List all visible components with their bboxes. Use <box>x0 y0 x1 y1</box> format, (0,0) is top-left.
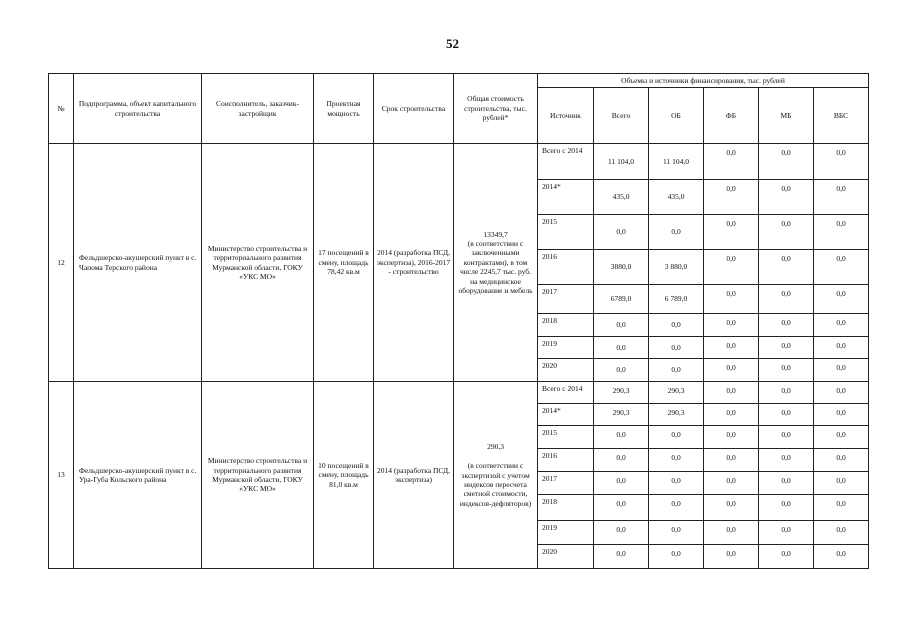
object-name: Фельдшерско-акушерский пункт в с. Ура-Губа Кольского района <box>74 382 202 569</box>
vbs-cell: 0,0 <box>814 521 869 545</box>
mb-cell: 0,0 <box>759 449 814 472</box>
object-num: 13 <box>49 382 74 569</box>
vbs-cell: 0,0 <box>814 545 869 569</box>
total-cell: 0,0 <box>594 545 649 569</box>
mb-cell: 0,0 <box>759 521 814 545</box>
mb-cell: 0,0 <box>759 215 814 250</box>
fb-cell: 0,0 <box>704 359 759 382</box>
object-term: 2014 (разработка ПСД, экспертиза), 2016-2017 - строительство <box>374 144 454 382</box>
ob-cell: 0,0 <box>649 449 704 472</box>
ob-cell: 0,0 <box>649 472 704 495</box>
fb-cell: 0,0 <box>704 382 759 404</box>
vbs-cell: 0,0 <box>814 359 869 382</box>
table-body <box>49 144 869 569</box>
mb-cell: 0,0 <box>759 404 814 426</box>
fb-cell: 0,0 <box>704 180 759 215</box>
ob-cell: 6 789,0 <box>649 285 704 314</box>
ob-cell: 0,0 <box>649 314 704 337</box>
total-cell: 0,0 <box>594 215 649 250</box>
source-cell: 2015 <box>538 215 594 250</box>
fb-cell: 0,0 <box>704 337 759 359</box>
source-cell: 2018 <box>538 314 594 337</box>
vbs-cell: 0,0 <box>814 495 869 521</box>
source-cell: 2020 <box>538 359 594 382</box>
source-cell: 2014* <box>538 180 594 215</box>
source-cell: 2015 <box>538 426 594 449</box>
ob-cell: 0,0 <box>649 495 704 521</box>
total-cell: 6789,0 <box>594 285 649 314</box>
header-vbs: ВБС <box>814 88 869 144</box>
mb-cell: 0,0 <box>759 250 814 285</box>
page-number: 52 <box>446 36 459 51</box>
source-cell: 2016 <box>538 250 594 285</box>
vbs-cell: 0,0 <box>814 144 869 180</box>
source-cell: 2016 <box>538 449 594 472</box>
vbs-cell: 0,0 <box>814 180 869 215</box>
mb-cell: 0,0 <box>759 144 814 180</box>
header-subprogram: Подпрограмма, объект капитального строительства <box>74 74 202 144</box>
object-cost <box>454 382 538 569</box>
header-total: Всего <box>594 88 649 144</box>
fb-cell: 0,0 <box>704 314 759 337</box>
header-num: № <box>49 74 74 144</box>
cost-value: 13349,7 <box>483 229 508 239</box>
source-cell: 2019 <box>538 337 594 359</box>
header-term: Срок строительства <box>374 74 454 144</box>
fb-cell: 0,0 <box>704 250 759 285</box>
mb-cell: 0,0 <box>759 545 814 569</box>
header-total-cost: Общая стоимость строительства, тыс. рублей* <box>454 74 538 144</box>
fb-cell: 0,0 <box>704 215 759 250</box>
vbs-cell: 0,0 <box>814 382 869 404</box>
total-cell: 290,3 <box>594 382 649 404</box>
vbs-cell: 0,0 <box>814 472 869 495</box>
financing-table <box>48 73 869 569</box>
fb-cell: 0,0 <box>704 521 759 545</box>
header-fb: ФБ <box>704 88 759 144</box>
ob-cell: 0,0 <box>649 359 704 382</box>
total-cell: 0,0 <box>594 521 649 545</box>
vbs-cell: 0,0 <box>814 314 869 337</box>
mb-cell: 0,0 <box>759 495 814 521</box>
vbs-cell: 0,0 <box>814 337 869 359</box>
header-ob: ОБ <box>649 88 704 144</box>
header-source: Источник <box>538 88 594 144</box>
fb-cell: 0,0 <box>704 545 759 569</box>
object-executor: Министерство строительства и территориального развития Мурманской области, ГОКУ «УКС МО» <box>202 144 314 382</box>
fb-cell: 0,0 <box>704 426 759 449</box>
object-capacity: 10 посещений в смену, площадь 81,0 кв.м <box>314 382 374 569</box>
source-cell: 2018 <box>538 495 594 521</box>
table-row <box>49 382 869 404</box>
total-cell: 0,0 <box>594 449 649 472</box>
total-cell: 0,0 <box>594 426 649 449</box>
source-cell: 2014* <box>538 404 594 426</box>
total-cell: 0,0 <box>594 314 649 337</box>
vbs-cell: 0,0 <box>814 426 869 449</box>
mb-cell: 0,0 <box>759 337 814 359</box>
source-cell: Всего с 2014 <box>538 382 594 404</box>
vbs-cell: 0,0 <box>814 250 869 285</box>
total-cell: 435,0 <box>594 180 649 215</box>
header-capacity: Проектная мощность <box>314 74 374 144</box>
total-cell: 0,0 <box>594 495 649 521</box>
vbs-cell: 0,0 <box>814 449 869 472</box>
object-num: 12 <box>49 144 74 382</box>
ob-cell: 435,0 <box>649 180 704 215</box>
ob-cell: 11 104,0 <box>649 144 704 180</box>
ob-cell: 0,0 <box>649 426 704 449</box>
mb-cell: 0,0 <box>759 382 814 404</box>
source-cell: 2019 <box>538 521 594 545</box>
header-mb: МБ <box>759 88 814 144</box>
object-executor: Министерство строительства и территориального развития Мурманской области, ГОКУ «УКС МО» <box>202 382 314 569</box>
vbs-cell: 0,0 <box>814 404 869 426</box>
ob-cell: 290,3 <box>649 404 704 426</box>
total-cell: 11 104,0 <box>594 144 649 180</box>
ob-cell: 0,0 <box>649 215 704 250</box>
ob-cell: 290,3 <box>649 382 704 404</box>
object-term: 2014 (разработка ПСД, экспертиза) <box>374 382 454 569</box>
mb-cell: 0,0 <box>759 472 814 495</box>
vbs-cell: 0,0 <box>814 285 869 314</box>
fb-cell: 0,0 <box>704 404 759 426</box>
object-name: Фельдшерско-акушерский пункт в с. Чапома Терского района <box>74 144 202 382</box>
ob-cell: 0,0 <box>649 521 704 545</box>
fb-cell: 0,0 <box>704 495 759 521</box>
source-cell: Всего с 2014 <box>538 144 594 180</box>
vbs-cell: 0,0 <box>814 215 869 250</box>
header-funding-group: Объемы и источники финансирования, тыс. рублей <box>538 74 869 88</box>
total-cell: 3880,0 <box>594 250 649 285</box>
total-cell: 0,0 <box>594 337 649 359</box>
source-cell: 2020 <box>538 545 594 569</box>
total-cell: 0,0 <box>594 472 649 495</box>
object-capacity: 17 посещений в смену, площадь 78,42 кв.м <box>314 144 374 382</box>
mb-cell: 0,0 <box>759 359 814 382</box>
table-row <box>49 144 869 180</box>
ob-cell: 0,0 <box>649 545 704 569</box>
ob-cell: 0,0 <box>649 337 704 359</box>
cost-value: 290,3 <box>487 441 504 451</box>
cost-note: (в соответствии с заключенными контрактами), в том числе 2245,7 тыс. руб. на медицинское оборудование и мебель <box>458 239 533 295</box>
source-cell: 2017 <box>538 285 594 314</box>
mb-cell: 0,0 <box>759 285 814 314</box>
total-cell: 290,3 <box>594 404 649 426</box>
cost-note: (в соответствии с экспертизой с учетом индексов пересчета сметной стоимости, индексов-дефляторов) <box>459 461 532 508</box>
fb-cell: 0,0 <box>704 472 759 495</box>
mb-cell: 0,0 <box>759 180 814 215</box>
mb-cell: 0,0 <box>759 314 814 337</box>
mb-cell: 0,0 <box>759 426 814 449</box>
fb-cell: 0,0 <box>704 449 759 472</box>
ob-cell: 3 880,0 <box>649 250 704 285</box>
fb-cell: 0,0 <box>704 285 759 314</box>
total-cell: 0,0 <box>594 359 649 382</box>
fb-cell: 0,0 <box>704 144 759 180</box>
object-cost <box>454 144 538 382</box>
source-cell: 2017 <box>538 472 594 495</box>
header-executor: Соисполнитель, заказчик-застройщик <box>202 74 314 144</box>
